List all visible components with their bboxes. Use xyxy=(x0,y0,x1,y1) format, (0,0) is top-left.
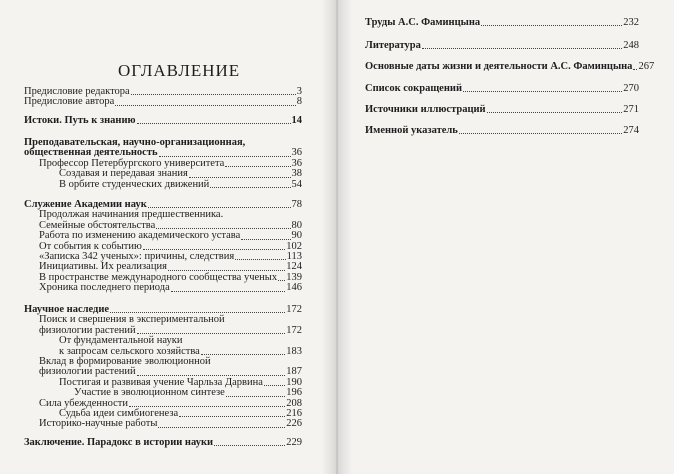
toc-entry-author-preface[interactable]: Предисловие автора 8 xyxy=(24,96,302,108)
leader-dots xyxy=(201,354,285,355)
leader-dots xyxy=(110,312,285,313)
toc-line-fundamental-1: От фундаментальной науки xyxy=(59,335,183,347)
toc-entry-conclusion[interactable]: Заключение. Парадокс в истории науки 229 xyxy=(24,437,302,448)
leader-dots xyxy=(137,333,286,334)
toc-entry-abbreviations[interactable]: Список сокращений 270 xyxy=(365,83,639,94)
toc-heritage-section xyxy=(24,305,302,430)
toc-entry-literature[interactable]: Литература 248 xyxy=(365,40,639,51)
leader-dots xyxy=(459,133,622,134)
leader-dots xyxy=(210,187,290,188)
leader-dots xyxy=(214,445,285,446)
toc-right-abbreviations xyxy=(365,83,639,94)
toc-heading-teaching: Преподавательская, научно-организационная, xyxy=(24,137,246,148)
toc-title: ОГЛАВЛЕНИЕ xyxy=(118,61,241,80)
toc-entry-evolution[interactable]: физиологии растений 187 xyxy=(39,366,302,378)
leader-dots xyxy=(148,207,291,208)
leader-dots xyxy=(481,25,622,26)
toc-entry-events[interactable]: От события к событию 102 xyxy=(39,240,302,252)
toc-right-works xyxy=(365,17,639,28)
toc-entry-student-movements[interactable]: В орбите студенческих движений 54 xyxy=(59,178,302,190)
toc-istoki xyxy=(24,116,302,126)
leader-dots xyxy=(226,396,285,397)
toc-entry-academy[interactable]: Служение Академии наук 78 xyxy=(24,199,302,210)
leader-dots xyxy=(131,94,296,95)
toc-entry-teaching[interactable]: общественная деятельность 36 xyxy=(24,147,302,159)
book-gutter xyxy=(322,0,352,474)
toc-entry-works[interactable]: Труды А.С. Фаминцына 232 xyxy=(365,17,639,28)
leader-dots xyxy=(171,291,286,292)
leader-dots xyxy=(633,69,637,70)
toc-entry-heritage[interactable]: Научное наследие 172 xyxy=(24,304,302,315)
toc-entry-symbiogenesis[interactable]: Судьба идеи симбиогенеза 216 xyxy=(59,408,302,420)
toc-line-search-1: Поиск и свершения в экспериментальной xyxy=(39,314,225,326)
toc-teaching-section xyxy=(24,138,302,190)
toc-line-predecessor: Продолжая начинания предшественника. xyxy=(39,209,224,221)
toc-entry-international[interactable]: В пространстве международного сообщества ученых 139 xyxy=(39,271,302,283)
toc-entry-dates[interactable]: Основные даты жизни и деятельности А.С. Фаминцына 267 xyxy=(365,61,655,72)
leader-dots xyxy=(137,375,286,376)
toc-entry-name-index[interactable]: Именной указатель 274 xyxy=(365,125,639,136)
toc-entry-family[interactable]: Семейные обстоятельства 80 xyxy=(39,219,302,231)
toc-right-literature xyxy=(365,40,639,51)
toc-right-name-index xyxy=(365,125,639,136)
toc-entry-istoki[interactable]: Истоки. Путь к знанию 14 xyxy=(24,115,302,126)
leader-dots xyxy=(241,239,290,240)
toc-line-evolution-1: Вклад в формирование эволюционной xyxy=(39,356,211,368)
leader-dots xyxy=(463,91,622,92)
toc-entry-fundamental[interactable]: к запросам сельского хозяйства 183 xyxy=(59,345,302,357)
toc-right-illustrations xyxy=(365,104,639,115)
leader-dots xyxy=(129,406,285,407)
toc-right-dates xyxy=(365,61,655,72)
toc-conclusion xyxy=(24,438,302,448)
leader-dots xyxy=(235,259,285,260)
leader-dots xyxy=(278,280,285,281)
toc-entry-darwin[interactable]: Постигая и развивая учение Чарльза Дарвина 190 xyxy=(59,376,302,388)
toc-entry-initiatives[interactable]: Инициативы. Их реализация 124 xyxy=(39,261,302,273)
leader-dots xyxy=(137,123,291,124)
toc-entry-knowledge[interactable]: Создавая и передавая знания 38 xyxy=(59,168,302,180)
leader-dots xyxy=(143,249,285,250)
toc-entry-charter[interactable]: Работа по изменению академического устава 90 xyxy=(39,230,302,242)
toc-entry-note-342[interactable]: «Записка 342 ученых»: причины, следствия 113 xyxy=(39,251,302,263)
leader-dots xyxy=(189,177,291,178)
toc-academy-section xyxy=(24,200,302,294)
leader-dots xyxy=(422,48,622,49)
leader-dots xyxy=(168,270,285,271)
toc-entry-illustrations[interactable]: Источники иллюстраций 271 xyxy=(365,104,639,115)
toc-entry-synthesis[interactable]: Участие в эволюционном синтезе 196 xyxy=(74,387,302,399)
leader-dots xyxy=(159,156,291,157)
toc-front-matter xyxy=(24,87,302,108)
toc-entry-conviction[interactable]: Сила убежденности 208 xyxy=(39,397,302,409)
leader-dots xyxy=(179,416,285,417)
leader-dots xyxy=(264,385,285,386)
toc-entry-historical-works[interactable]: Историко-научные работы 226 xyxy=(39,418,302,430)
toc-entry-search[interactable]: физиологии растений 172 xyxy=(39,324,302,336)
leader-dots xyxy=(158,427,285,428)
toc-entry-editor-preface[interactable]: Предисловие редактора 3 xyxy=(24,86,302,97)
toc-entry-chronicle[interactable]: Хроника последнего периода 146 xyxy=(39,282,302,294)
toc-entry-professor[interactable]: Профессор Петербургского университета 36 xyxy=(39,157,302,169)
leader-dots xyxy=(487,112,623,113)
leader-dots xyxy=(225,166,290,167)
leader-dots xyxy=(115,105,295,106)
leader-dots xyxy=(156,228,290,229)
